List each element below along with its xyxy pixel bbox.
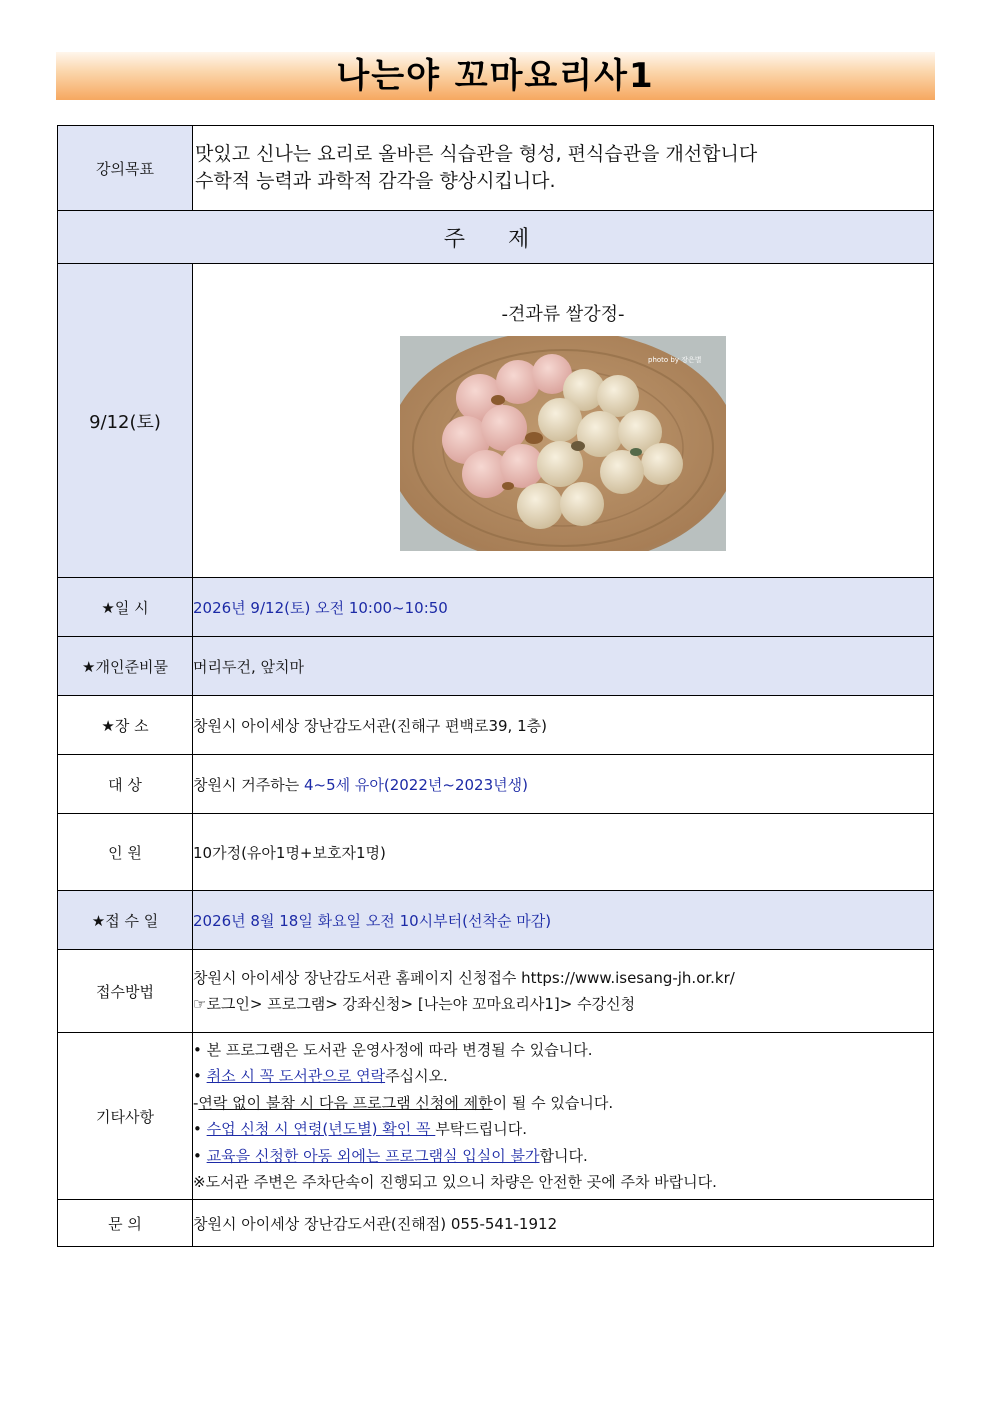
reception-label: ★접 수 일 [58, 891, 193, 950]
notes-row [58, 1033, 934, 1200]
supplies-value: 머리두건, 앞치마 [193, 637, 934, 696]
inquiry-value: 창원시 아이세상 장난감도서관(진해점) 055-541-1912 [193, 1200, 934, 1247]
people-row [58, 814, 934, 891]
note-3-underline: 연락 없이 불참 시 다음 프로그램 신청에 제한 [198, 1093, 493, 1112]
session-content [193, 264, 934, 578]
note-5-link: 교육을 신청한 아동 외에는 프로그램실 입실이 불가 [206, 1146, 540, 1165]
goal-line-1: 맛있고 신나는 요리로 올바른 식습관을 형성, 편식습관을 개선합니다 [195, 143, 758, 165]
method-line-1: 창원시 아이세상 장난감도서관 홈페이지 신청접수 https://www.isesang-jh.or.kr/ [193, 969, 735, 987]
method-row [58, 950, 934, 1033]
note-4-link: 수업 신청 시 연령(년도별) 확인 꼭 [206, 1120, 436, 1138]
dish-title: -견과류 쌀강정- [501, 304, 625, 325]
place-value: 창원시 아이세상 장난감도서관(진해구 편백로39, 1층) [193, 696, 934, 755]
goal-line-2: 수학적 능력과 과학적 감각을 향상시킵니다. [195, 170, 556, 192]
note-6: ※도서관 주변은 주차단속이 진행되고 있으니 차량은 안전한 곳에 주차 바랍니다. [193, 1173, 717, 1191]
inquiry-row [58, 1200, 934, 1247]
topic-header: 주 제 [58, 211, 934, 264]
photo-watermark: photo by 장은별 [648, 356, 702, 364]
reception-row [58, 891, 934, 950]
datetime-label: ★일 시 [58, 578, 193, 637]
people-value: 10가정(유아1명+보호자1명) [193, 814, 934, 891]
method-line-2: ☞로그인> 프로그램> 강좌신청> [나는야 꼬마요리사1]> 수강신청 [193, 995, 636, 1013]
target-text: 창원시 거주하는 [193, 775, 304, 794]
title-banner [56, 52, 935, 100]
note-5: • 교육을 신청한 아동 외에는 프로그램실 입실이 불가합니다. [193, 1146, 588, 1165]
note-1: • 본 프로그램은 도서관 운영사정에 따라 변경될 수 있습니다. [193, 1040, 593, 1059]
place-label: ★장 소 [58, 696, 193, 755]
supplies-label: ★개인준비물 [58, 637, 193, 696]
notes-label: 기타사항 [58, 1033, 193, 1200]
note-2: • 취소 시 꼭 도서관으로 연락주십시오. [193, 1067, 448, 1085]
note-3: -연락 없이 불참 시 다음 프로그램 신청에 제한이 될 수 있습니다. [193, 1093, 614, 1112]
datetime-row [58, 578, 934, 637]
notes-value [193, 1033, 934, 1200]
method-label: 접수방법 [58, 950, 193, 1033]
session-date: 9/12(토) [58, 264, 193, 578]
dish-photo [400, 336, 726, 551]
datetime-value: 2026년 9/12(토) 오전 10:00~10:50 [193, 578, 934, 637]
reception-value: 2026년 8월 18일 화요일 오전 10시부터(선착순 마감) [193, 891, 934, 950]
session-row [58, 264, 934, 578]
note-2-link: 취소 시 꼭 도서관으로 연락 [206, 1067, 386, 1085]
supplies-row [58, 637, 934, 696]
target-label: 대 상 [58, 755, 193, 814]
topic-header-row [58, 211, 934, 264]
target-value [193, 755, 934, 814]
goal-value [193, 126, 934, 211]
target-row [58, 755, 934, 814]
program-table [57, 125, 934, 1247]
people-label: 인 원 [58, 814, 193, 891]
place-row [58, 696, 934, 755]
note-4: • 수업 신청 시 연령(년도별) 확인 꼭 부탁드립니다. [193, 1120, 528, 1138]
method-value [193, 950, 934, 1033]
inquiry-label: 문 의 [58, 1200, 193, 1247]
target-age: 4~5세 유아(2022년~2023년생) [303, 775, 528, 794]
goal-row [58, 126, 934, 211]
goal-label: 강의목표 [58, 126, 193, 211]
page-title: 나는야 꼬마요리사1 [336, 56, 655, 96]
